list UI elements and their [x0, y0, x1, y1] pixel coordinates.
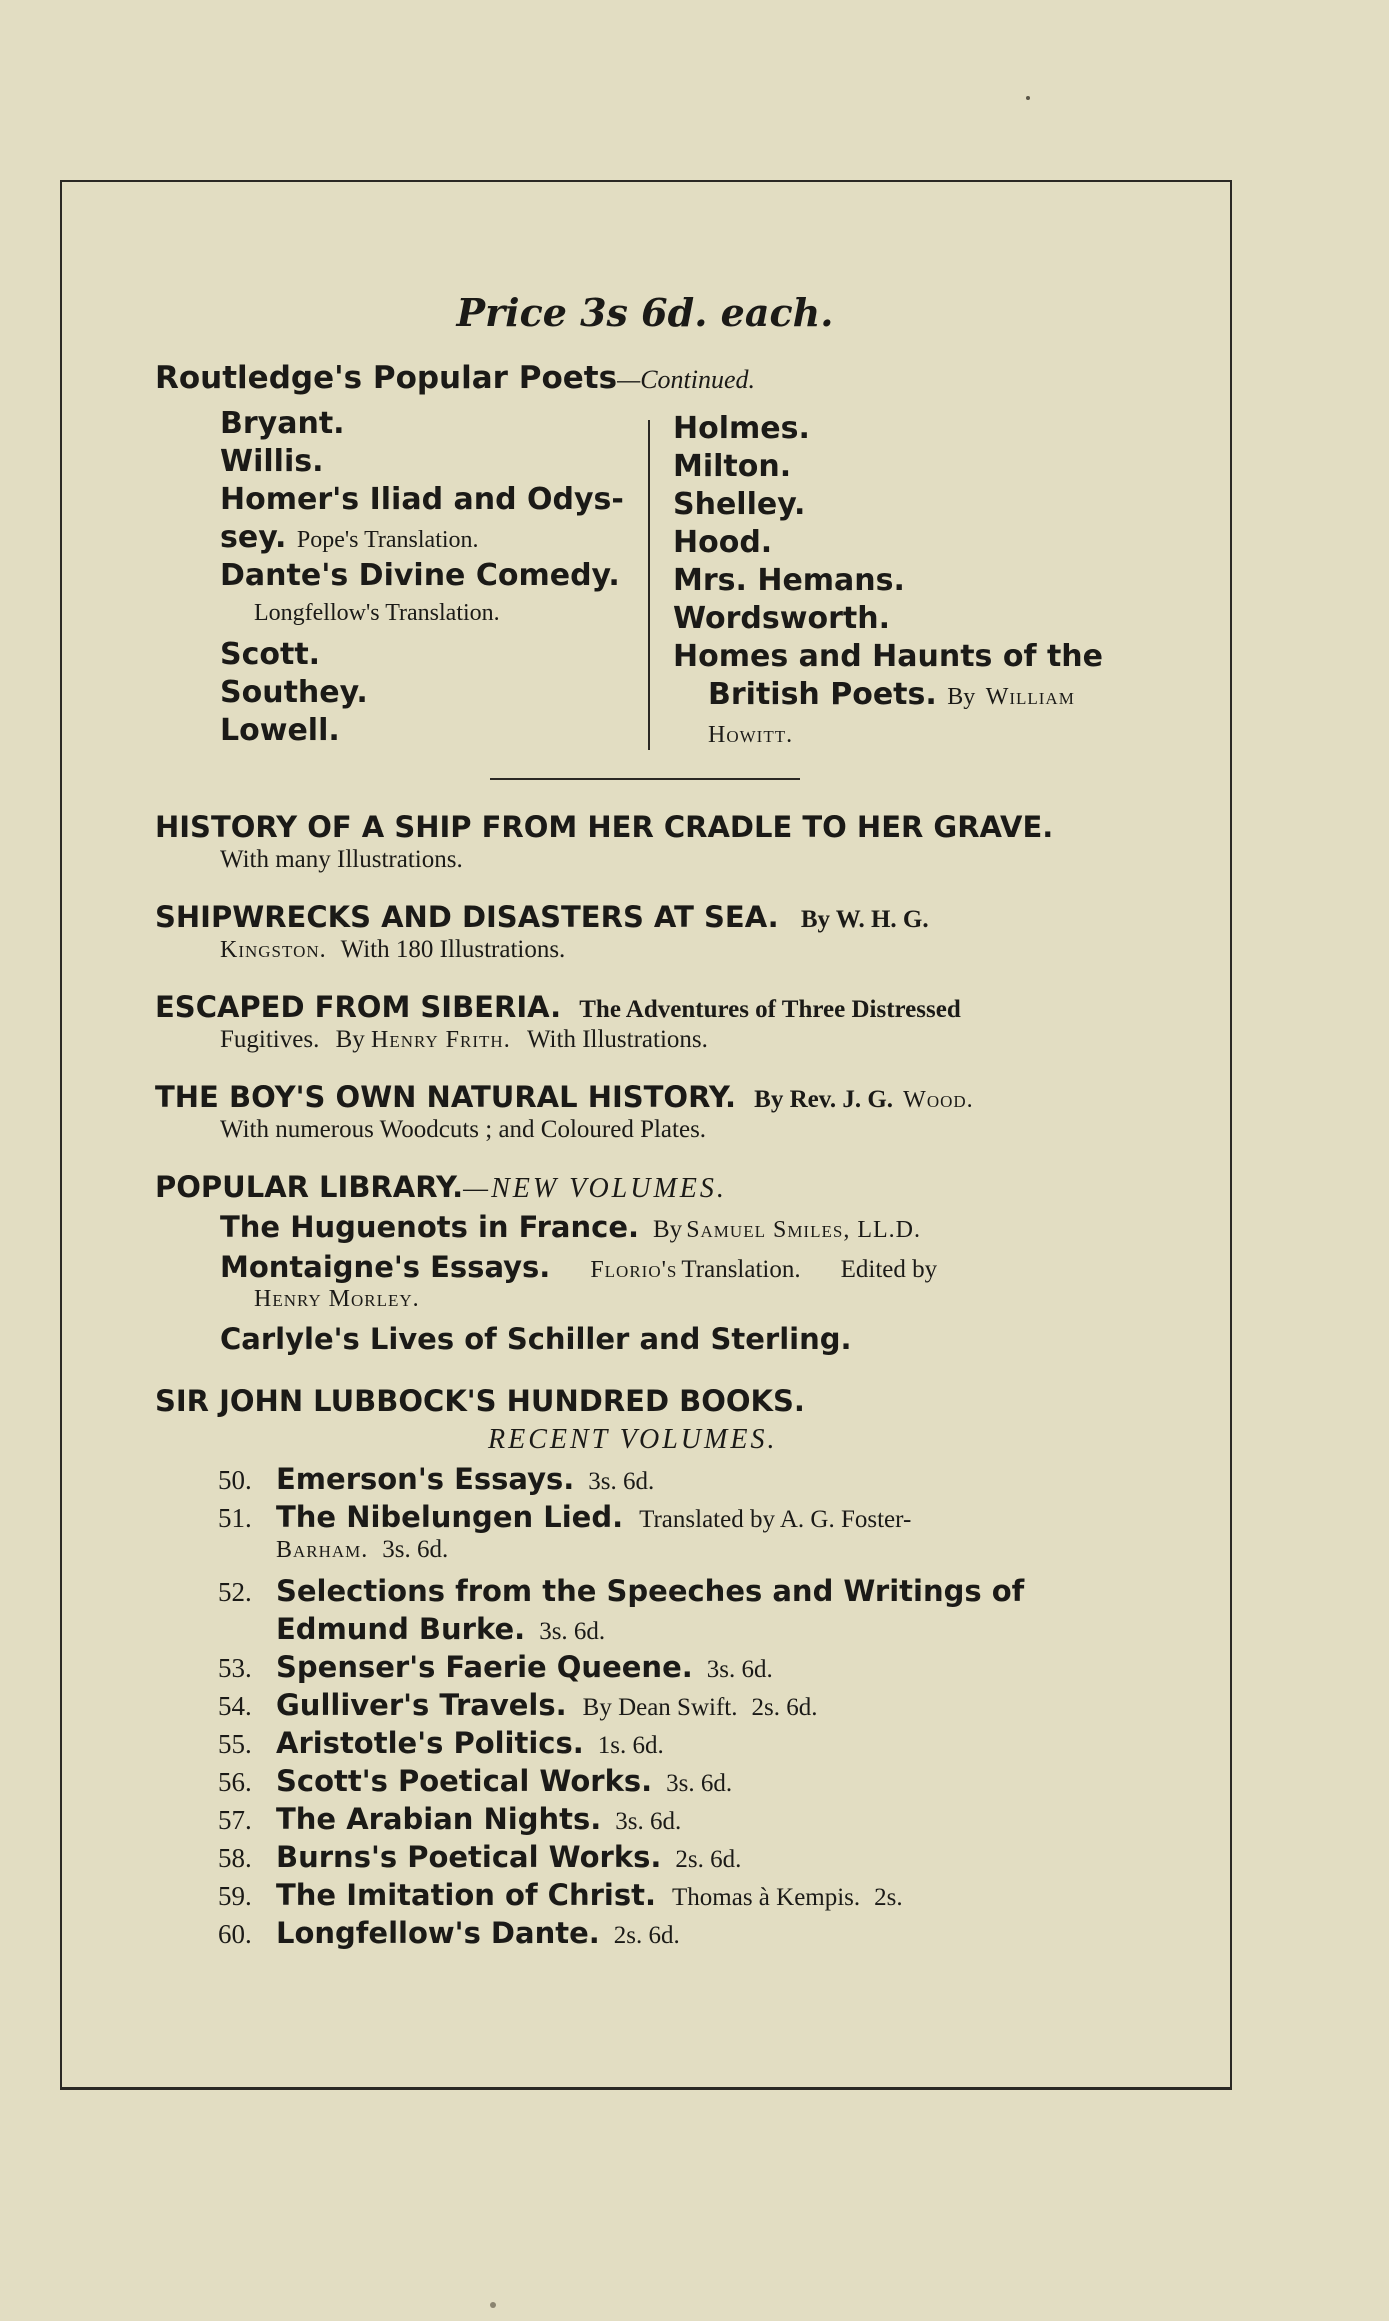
item-title: Burns's Poetical Works. — [276, 1840, 662, 1874]
item-price: 3s. 6d. — [539, 1618, 606, 1645]
item-number: 53. — [218, 1653, 252, 1683]
montaigne-translator: Florio's — [590, 1257, 678, 1283]
natural-history-entry — [155, 1080, 974, 1114]
item-note: Barham. — [276, 1537, 369, 1563]
item-price: 2s. 6d. — [751, 1694, 818, 1721]
item-note: Translated by A. G. Foster- — [639, 1506, 912, 1533]
poet-lowell: Lowell. — [220, 713, 340, 748]
item-note: Thomas à Kempis. — [672, 1884, 861, 1911]
hundred-books-item — [218, 1802, 681, 1836]
howitt-first-name: William — [985, 684, 1075, 710]
hundred-books-item — [218, 1612, 605, 1646]
huguenots-title: The Huguenots in France. — [220, 1210, 639, 1244]
item-price: 2s. 6d. — [613, 1922, 680, 1949]
siberia-author: Henry Frith. — [371, 1027, 511, 1053]
poet-southey: Southey. — [220, 675, 368, 710]
hundred-books-item — [218, 1500, 911, 1534]
continued-label: —Continued. — [617, 365, 756, 394]
siberia-title: ESCAPED FROM SIBERIA. — [155, 990, 562, 1024]
poet-hood: Hood. — [673, 525, 773, 560]
poet-homer-cont — [220, 519, 479, 559]
item-price: 3s. 6d. — [382, 1536, 449, 1563]
item-title: The Arabian Nights. — [276, 1802, 602, 1836]
siberia-desc1: The Adventures of Three Distressed — [579, 996, 961, 1023]
item-price: 2s. 6d. — [675, 1846, 742, 1873]
item-number: 57. — [218, 1805, 252, 1835]
ship-history-desc: With many Illustrations. — [220, 846, 463, 873]
popular-poets-title — [155, 360, 755, 396]
montaigne-editor: Henry Morley. — [254, 1286, 420, 1312]
popular-library-title: POPULAR LIBRARY. — [155, 1170, 464, 1204]
hundred-books-item — [218, 1916, 680, 1950]
item-price: 3s. 6d. — [666, 1770, 733, 1797]
item-number: 51. — [218, 1503, 252, 1533]
huguenots-by: By — [653, 1216, 683, 1243]
item-title: Aristotle's Politics. — [276, 1726, 584, 1760]
siberia-desc2: Fugitives. — [220, 1026, 320, 1053]
montaigne-note: Translation. — [681, 1256, 801, 1283]
british-poets: British Poets. — [708, 677, 937, 712]
montaigne-edited: Edited by — [840, 1256, 938, 1283]
ink-speck — [1026, 96, 1030, 100]
item-number: 50. — [218, 1465, 252, 1495]
montaigne-title: Montaigne's Essays. — [220, 1250, 551, 1284]
poet-milton: Milton. — [673, 449, 792, 484]
homes-by: By — [947, 684, 976, 710]
item-price: 3s. 6d. — [706, 1656, 773, 1683]
item-number: 52. — [218, 1577, 252, 1607]
homes-and-haunts-cont — [708, 676, 1075, 716]
item-title: Emerson's Essays. — [276, 1462, 575, 1496]
item-number: 56. — [218, 1767, 252, 1797]
item-title: The Imitation of Christ. — [276, 1878, 656, 1912]
homes-and-haunts: Homes and Haunts of the — [673, 639, 1104, 674]
natural-history-by: By Rev. J. G. — [754, 1086, 894, 1113]
shipwrecks-desc: With 180 Illustrations. — [340, 936, 566, 963]
item-number: 58. — [218, 1843, 252, 1873]
shipwrecks-entry — [155, 900, 929, 934]
poet-hemans: Mrs. Hemans. — [673, 563, 905, 598]
natural-history-title: THE BOY'S OWN NATURAL HISTORY. — [155, 1080, 737, 1114]
item-price: 2s. — [874, 1884, 903, 1911]
item-title: Spenser's Faerie Queene. — [276, 1650, 693, 1684]
carlyle-title: Carlyle's Lives of Schiller and Sterling. — [220, 1322, 852, 1356]
item-note: By Dean Swift. — [582, 1694, 738, 1721]
poet-holmes: Holmes. — [673, 411, 810, 446]
item-title: Edmund Burke. — [276, 1612, 526, 1646]
item-price: 1s. 6d. — [597, 1732, 664, 1759]
poet-homer-line2: sey. — [220, 520, 287, 555]
siberia-entry — [155, 990, 961, 1024]
item-number: 59. — [218, 1881, 252, 1911]
poet-willis: Willis. — [220, 444, 324, 479]
item-title: Gulliver's Travels. — [276, 1688, 567, 1722]
hundred-books-item — [218, 1840, 741, 1874]
item-title: Selections from the Speeches and Writings of — [276, 1574, 1025, 1608]
page-dot — [490, 2302, 496, 2308]
item-title: Scott's Poetical Works. — [276, 1764, 653, 1798]
siberia-desc3: With Illustrations. — [526, 1026, 708, 1053]
shipwrecks-by: By W. H. G. — [800, 906, 929, 933]
hundred-books-item — [218, 1650, 773, 1684]
page-heading: Price 3s 6d. each. — [456, 290, 834, 335]
item-title: Longfellow's Dante. — [276, 1916, 600, 1950]
popular-library-subtitle: —NEW VOLUMES. — [463, 1173, 727, 1204]
poet-wordsworth: Wordsworth. — [673, 601, 890, 636]
howitt-surname: Howitt. — [708, 722, 794, 748]
hundred-books-item — [218, 1878, 903, 1912]
hundred-books-subtitle: RECENT VOLUMES. — [488, 1424, 778, 1455]
hundred-books-item — [218, 1462, 654, 1496]
hundred-books-item — [218, 1688, 817, 1722]
column-divider — [648, 420, 650, 750]
hundred-books-item — [218, 1726, 664, 1760]
siberia-line2 — [220, 1026, 708, 1054]
section-rule — [490, 778, 800, 780]
natural-history-desc: With numerous Woodcuts ; and Coloured Plates. — [220, 1116, 707, 1143]
item-number: 54. — [218, 1691, 252, 1721]
natural-history-author: Wood. — [903, 1087, 974, 1113]
poet-homer: Homer's Iliad and Odys- — [220, 482, 624, 517]
item-price: 3s. 6d. — [588, 1468, 655, 1495]
shipwrecks-author: Kingston. — [220, 937, 327, 963]
popular-library-heading — [155, 1170, 727, 1205]
shipwrecks-title: SHIPWRECKS AND DISASTERS AT SEA. — [155, 900, 779, 934]
dante-translation-note: Longfellow's Translation. — [254, 600, 500, 626]
poet-bryant: Bryant. — [220, 406, 345, 441]
shipwrecks-line2 — [220, 936, 565, 964]
item-number: 55. — [218, 1729, 252, 1759]
homer-translation-note: Pope's Translation. — [296, 527, 479, 553]
siberia-by: By — [335, 1026, 365, 1053]
ship-history-title: HISTORY OF A SHIP FROM HER CRADLE TO HER GRAVE. — [155, 810, 1054, 844]
hundred-books-item — [218, 1574, 1024, 1608]
poet-scott: Scott. — [220, 637, 321, 672]
item-title: The Nibelungen Lied. — [276, 1500, 624, 1534]
hundred-books-item — [218, 1764, 732, 1798]
huguenots-entry — [220, 1210, 921, 1244]
popular-poets-title-text: Routledge's Popular Poets — [155, 360, 618, 396]
hundred-books-title: SIR JOHN LUBBOCK'S HUNDRED BOOKS. — [155, 1384, 805, 1418]
montaigne-entry — [220, 1250, 937, 1284]
item-price: 3s. 6d. — [615, 1808, 682, 1835]
poet-shelley: Shelley. — [673, 487, 806, 522]
poet-dante: Dante's Divine Comedy. — [220, 558, 620, 593]
hundred-books-item — [218, 1536, 448, 1564]
item-number: 60. — [218, 1919, 252, 1949]
huguenots-author: Samuel Smiles, LL.D. — [686, 1217, 921, 1243]
